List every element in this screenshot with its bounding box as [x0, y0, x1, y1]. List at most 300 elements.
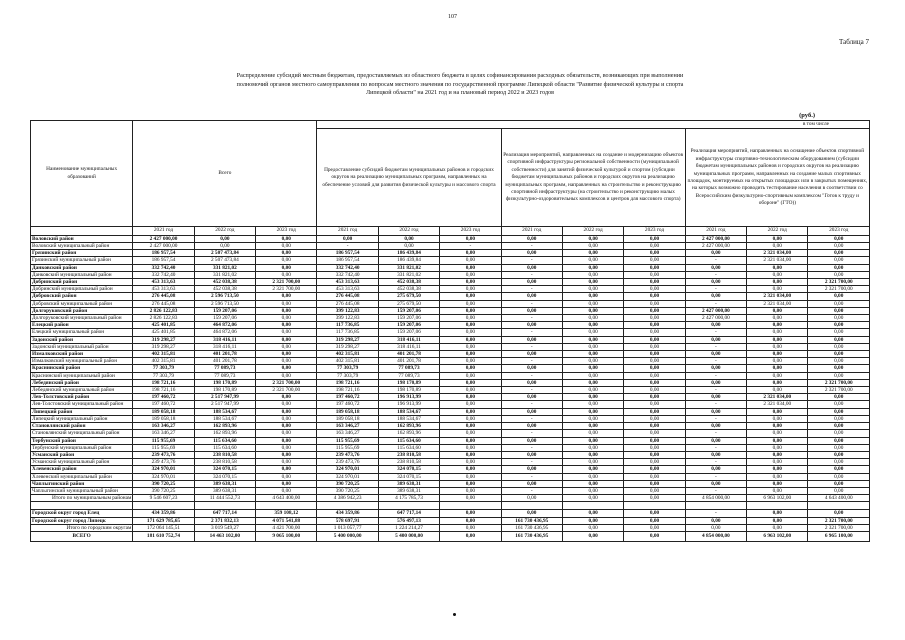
- value-cell: 0,00: [685, 524, 746, 531]
- value-cell: 77 303,79: [133, 365, 194, 372]
- value-cell: 186 957,54: [133, 250, 194, 257]
- value-cell: 0,00: [562, 243, 623, 250]
- value-cell: 4 854 000,00: [685, 495, 746, 502]
- value-cell: 434 359,86: [317, 510, 378, 517]
- value-cell: 0,00: [562, 459, 623, 466]
- value-cell: 0,00: [440, 365, 501, 372]
- value-cell: -: [685, 415, 746, 422]
- value-cell: 0,00: [624, 408, 685, 415]
- value-cell: 0,00: [501, 379, 562, 386]
- year-header-cell: 2023 год: [256, 227, 317, 235]
- value-cell: 0,00: [256, 451, 317, 458]
- value-cell: -: [685, 510, 746, 517]
- value-cell: [194, 502, 255, 510]
- value-cell: 0,00: [747, 329, 808, 336]
- value-cell: 0,00: [808, 243, 870, 250]
- year-header-cell: 2021 год: [685, 227, 746, 235]
- value-cell: 452 038,38: [378, 286, 439, 293]
- value-cell: 4 643 400,00: [808, 495, 870, 502]
- value-cell: 189 058,18: [317, 415, 378, 422]
- value-cell: -: [685, 444, 746, 451]
- municipal-row: [31, 343, 870, 350]
- value-cell: 452 038,38: [194, 279, 255, 286]
- value-cell: 115 955,69: [317, 437, 378, 444]
- value-cell: 0,00: [562, 279, 623, 286]
- value-cell: 0,00: [562, 329, 623, 336]
- row-name: Чаплыгинский район: [31, 480, 133, 487]
- value-cell: 0,00: [624, 379, 685, 386]
- value-cell: 453 313,63: [317, 286, 378, 293]
- value-cell: 0,00: [624, 315, 685, 322]
- value-cell: 77 303,79: [133, 372, 194, 379]
- value-cell: 0,00: [624, 394, 685, 401]
- value-cell: 0,00: [256, 271, 317, 278]
- value-cell: 163 346,27: [317, 423, 378, 430]
- value-cell: 0,00: [256, 437, 317, 444]
- row-name: Лев-Толстовский муниципальный район: [31, 401, 133, 408]
- value-cell: 0,00: [256, 358, 317, 365]
- value-cell: 0,00: [808, 329, 870, 336]
- value-cell: 324 970,01: [317, 473, 378, 480]
- value-cell: 0,00: [747, 415, 808, 422]
- value-cell: 0,00: [624, 264, 685, 271]
- value-cell: 0,00: [440, 271, 501, 278]
- value-cell: 0,00: [562, 379, 623, 386]
- value-cell: 162 893,96: [194, 423, 255, 430]
- value-cell: 0,00: [624, 293, 685, 300]
- value-cell: 425 401,85: [133, 322, 194, 329]
- value-cell: [808, 502, 870, 510]
- value-cell: 0,00: [256, 336, 317, 343]
- value-cell: 0,00: [808, 358, 870, 365]
- value-cell: 0,00: [440, 286, 501, 293]
- value-cell: 0,00: [624, 235, 685, 242]
- district-row: [31, 451, 870, 458]
- value-cell: 0,00: [747, 372, 808, 379]
- value-cell: 0,00: [440, 293, 501, 300]
- value-cell: 0,00: [562, 510, 623, 517]
- value-cell: 0,00: [808, 250, 870, 257]
- value-cell: 0,00: [256, 466, 317, 473]
- value-cell: 319 298,27: [133, 343, 194, 350]
- value-cell: -: [685, 401, 746, 408]
- value-cell: 324 070,15: [194, 473, 255, 480]
- value-cell: 0,00: [808, 365, 870, 372]
- value-cell: 0,00: [808, 307, 870, 314]
- value-cell: 401 201,78: [194, 351, 255, 358]
- value-cell: 239 473,76: [133, 459, 194, 466]
- district-row: [31, 264, 870, 271]
- district-row: [31, 336, 870, 343]
- value-cell: 390 720,25: [133, 480, 194, 487]
- value-cell: 389 638,31: [194, 480, 255, 487]
- value-cell: 238 810,58: [194, 459, 255, 466]
- value-cell: 0,00: [624, 286, 685, 293]
- value-cell: 0,00: [808, 394, 870, 401]
- value-cell: 238 810,58: [378, 459, 439, 466]
- value-cell: 0,00: [562, 423, 623, 430]
- value-cell: 2 321 034,00: [747, 293, 808, 300]
- value-cell: 399 122,83: [317, 315, 378, 322]
- value-cell: 0,00: [624, 401, 685, 408]
- value-cell: 9 065 100,00: [256, 531, 317, 541]
- value-cell: 0,00: [562, 430, 623, 437]
- value-cell: 0,00: [501, 423, 562, 430]
- value-cell: -: [501, 444, 562, 451]
- value-cell: 4 421 700,00: [256, 524, 317, 531]
- value-cell: 0,00: [501, 336, 562, 343]
- value-cell: 2 321 700,00: [256, 286, 317, 293]
- value-cell: 576 497,13: [378, 517, 439, 524]
- value-cell: 188 534,67: [378, 415, 439, 422]
- value-cell: 0,00: [562, 444, 623, 451]
- value-cell: 0,00: [747, 466, 808, 473]
- municipal-row: [31, 300, 870, 307]
- value-cell: 0,00: [317, 235, 378, 242]
- value-cell: 0,00: [440, 444, 501, 451]
- value-cell: 453 313,63: [133, 279, 194, 286]
- value-cell: 0,00: [256, 243, 317, 250]
- value-cell: 0,00: [256, 430, 317, 437]
- year-header-cell: 2023 год: [808, 227, 870, 235]
- value-cell: -: [317, 243, 378, 250]
- district-row: [31, 365, 870, 372]
- value-cell: 324 070,15: [378, 473, 439, 480]
- value-cell: 0,00: [440, 466, 501, 473]
- value-cell: 0,00: [747, 343, 808, 350]
- value-cell: 0,00: [747, 271, 808, 278]
- value-cell: 0,00: [378, 235, 439, 242]
- row-name: ВСЕГО: [31, 531, 133, 541]
- value-cell: 0,00: [624, 387, 685, 394]
- value-cell: 0,00: [624, 524, 685, 531]
- value-cell: 0,00: [624, 480, 685, 487]
- value-cell: 0,00: [808, 444, 870, 451]
- value-cell: 0,00: [624, 279, 685, 286]
- row-name: Добровский район: [31, 293, 133, 300]
- district-row: [31, 480, 870, 487]
- municipal-row: [31, 401, 870, 408]
- value-cell: [747, 502, 808, 510]
- district-row: [31, 437, 870, 444]
- value-cell: 188 534,67: [194, 415, 255, 422]
- value-cell: 0,00: [562, 387, 623, 394]
- value-cell: 0,00: [624, 487, 685, 494]
- value-cell: 0,00: [501, 408, 562, 415]
- value-cell: -: [501, 300, 562, 307]
- value-cell: 324 070,15: [194, 466, 255, 473]
- value-cell: 332 742,40: [133, 264, 194, 271]
- municipal-row: [31, 430, 870, 437]
- value-cell: 0,00: [256, 408, 317, 415]
- value-cell: 276 445,08: [133, 293, 194, 300]
- row-name: Городской округ город Елец: [31, 510, 133, 517]
- value-cell: 0,00: [440, 487, 501, 494]
- value-cell: 162 893,96: [378, 430, 439, 437]
- value-cell: 198 170,89: [194, 379, 255, 386]
- value-cell: 115 955,69: [317, 444, 378, 451]
- value-cell: 198 170,89: [378, 379, 439, 386]
- value-cell: 0,00: [808, 343, 870, 350]
- value-cell: 0,00: [747, 510, 808, 517]
- row-name: [31, 502, 133, 510]
- spacer-row: [31, 502, 870, 510]
- value-cell: 171 629 785,65: [133, 517, 194, 524]
- value-cell: 0,00: [747, 517, 808, 524]
- value-cell: 186 439,84: [378, 250, 439, 257]
- value-cell: 161 730 436,95: [501, 531, 562, 541]
- value-cell: 115 955,69: [133, 437, 194, 444]
- value-cell: 2 321 034,00: [747, 250, 808, 257]
- district-row: [31, 235, 870, 242]
- value-cell: 5 400 000,00: [317, 531, 378, 541]
- value-cell: 0,00: [440, 343, 501, 350]
- value-cell: 0,00: [747, 430, 808, 437]
- value-cell: 0,00: [685, 379, 746, 386]
- value-cell: -: [501, 257, 562, 264]
- value-cell: 0,00: [808, 257, 870, 264]
- value-cell: -: [685, 257, 746, 264]
- value-cell: 0,00: [747, 286, 808, 293]
- value-cell: 331 821,02: [194, 271, 255, 278]
- year-header-spacer: [31, 227, 133, 235]
- value-cell: 0,00: [808, 415, 870, 422]
- value-cell: 2 371 832,13: [194, 517, 255, 524]
- value-cell: 452 038,38: [194, 286, 255, 293]
- value-cell: 0,00: [747, 408, 808, 415]
- row-name: Данковский район: [31, 264, 133, 271]
- value-cell: 1 224 214,27: [378, 524, 439, 531]
- value-cell: 186 957,54: [317, 257, 378, 264]
- row-name: Добринский муниципальный район: [31, 286, 133, 293]
- value-cell: 324 970,01: [317, 466, 378, 473]
- value-cell: 0,00: [685, 351, 746, 358]
- row-name: Измалковский муниципальный район: [31, 358, 133, 365]
- value-cell: [440, 502, 501, 510]
- value-cell: 318 416,11: [194, 336, 255, 343]
- value-cell: 197 460,72: [317, 394, 378, 401]
- municipal-row: [31, 459, 870, 466]
- value-cell: 0,00: [440, 510, 501, 517]
- district-row: [31, 293, 870, 300]
- value-cell: 0,00: [624, 336, 685, 343]
- subtotal-row: [31, 524, 870, 531]
- value-cell: 0,00: [624, 300, 685, 307]
- value-cell: 159 207,06: [378, 322, 439, 329]
- value-cell: 0,00: [256, 459, 317, 466]
- row-name: Становлянский муниципальный район: [31, 430, 133, 437]
- page-number: 107: [448, 14, 457, 20]
- value-cell: 198 721,16: [133, 387, 194, 394]
- value-cell: 0,00: [440, 437, 501, 444]
- header-group-municipal-programs: Предоставление субсидий бюджетам муниципальных районов и городских округов на реализацию муниципальных программ, направленных на обеспечение условий для развития физической культуры и массового спорта: [317, 129, 501, 227]
- value-cell: [378, 502, 439, 510]
- value-cell: 11 444 552,73: [194, 495, 255, 502]
- value-cell: 4 175 785,73: [378, 495, 439, 502]
- value-cell: 0,00: [440, 322, 501, 329]
- value-cell: 0,00: [562, 401, 623, 408]
- value-cell: 402 315,81: [133, 351, 194, 358]
- value-cell: 0,00: [256, 235, 317, 242]
- value-cell: 0,00: [440, 473, 501, 480]
- value-cell: 0,00: [256, 423, 317, 430]
- value-cell: 0,00: [501, 365, 562, 372]
- value-cell: 359 108,12: [256, 510, 317, 517]
- heading-line: Липецкой области" на 2021 год и на плановый период 2022 и 2023 годов: [365, 90, 555, 97]
- value-cell: 0,00: [562, 322, 623, 329]
- value-cell: -: [501, 243, 562, 250]
- table-label: Таблица 7: [839, 38, 869, 46]
- value-cell: 197 460,72: [317, 401, 378, 408]
- value-cell: 0,00: [747, 423, 808, 430]
- value-cell: 331 821,02: [378, 271, 439, 278]
- value-cell: 0,00: [501, 235, 562, 242]
- district-row: [31, 307, 870, 314]
- value-cell: 0,00: [747, 480, 808, 487]
- value-cell: 0,00: [747, 264, 808, 271]
- value-cell: 0,00: [747, 365, 808, 372]
- value-cell: 0,00: [440, 524, 501, 531]
- value-cell: 0,00: [562, 351, 623, 358]
- value-cell: 0,00: [501, 394, 562, 401]
- value-cell: 0,00: [808, 451, 870, 458]
- value-cell: 4 071 541,88: [256, 517, 317, 524]
- value-cell: 331 821,02: [378, 264, 439, 271]
- value-cell: 2 321 700,00: [808, 379, 870, 386]
- district-row: [31, 394, 870, 401]
- value-cell: 401 201,78: [378, 351, 439, 358]
- value-cell: 0,00: [624, 430, 685, 437]
- row-name: Краснинский район: [31, 365, 133, 372]
- value-cell: 0,00: [685, 293, 746, 300]
- value-cell: 0,00: [256, 343, 317, 350]
- value-cell: 0,00: [440, 401, 501, 408]
- value-cell: 189 058,18: [133, 415, 194, 422]
- value-cell: 2 321 700,00: [808, 524, 870, 531]
- value-cell: 0,00: [685, 394, 746, 401]
- year-header-cell: 2021 год: [501, 227, 562, 235]
- row-name: Долгоруковский муниципальный район: [31, 315, 133, 322]
- value-cell: 0,00: [256, 250, 317, 257]
- unit-label: (руб.): [799, 112, 815, 119]
- value-cell: 117 736,85: [317, 322, 378, 329]
- value-cell: -: [501, 358, 562, 365]
- value-cell: 0,00: [624, 459, 685, 466]
- value-cell: 0,00: [562, 300, 623, 307]
- value-cell: 389 638,31: [194, 487, 255, 494]
- value-cell: 0,00: [562, 271, 623, 278]
- value-cell: 0,00: [685, 336, 746, 343]
- value-cell: 0,00: [747, 379, 808, 386]
- value-cell: 0,00: [562, 415, 623, 422]
- value-cell: 0,00: [624, 372, 685, 379]
- value-cell: 238 810,58: [194, 451, 255, 458]
- value-cell: 318 416,11: [194, 343, 255, 350]
- value-cell: 647 717,14: [194, 510, 255, 517]
- value-cell: 4 643 400,00: [256, 495, 317, 502]
- row-name: Хлевенский район: [31, 466, 133, 473]
- value-cell: 159 207,06: [194, 315, 255, 322]
- value-cell: 162 893,96: [194, 430, 255, 437]
- value-cell: [562, 502, 623, 510]
- row-name: Чаплыгинский муниципальный район: [31, 487, 133, 494]
- municipal-row: [31, 243, 870, 250]
- value-cell: 0,00: [440, 264, 501, 271]
- value-cell: 198 721,16: [133, 379, 194, 386]
- municipal-row: [31, 415, 870, 422]
- value-cell: 2 507 473,84: [194, 250, 255, 257]
- value-cell: -: [685, 430, 746, 437]
- value-cell: 0,00: [440, 315, 501, 322]
- value-cell: 0,00: [501, 510, 562, 517]
- value-cell: 0,00: [562, 250, 623, 257]
- municipal-row: [31, 329, 870, 336]
- row-name: Долгоруковский район: [31, 307, 133, 314]
- value-cell: -: [685, 387, 746, 394]
- value-cell: 332 742,40: [317, 271, 378, 278]
- year-header-cell: 2022 год: [194, 227, 255, 235]
- value-cell: 2 596 713,50: [194, 293, 255, 300]
- value-cell: 464 872,06: [194, 322, 255, 329]
- value-cell: 186 439,84: [378, 257, 439, 264]
- subsidy-table: [30, 120, 870, 542]
- value-cell: 0,00: [562, 235, 623, 242]
- year-header-cell: 2023 год: [624, 227, 685, 235]
- value-cell: 0,00: [562, 473, 623, 480]
- value-cell: -: [501, 372, 562, 379]
- value-cell: 0,00: [440, 257, 501, 264]
- value-cell: 0,00: [501, 250, 562, 257]
- value-cell: 163 346,27: [133, 430, 194, 437]
- row-name: Городской округ город Липецк: [31, 517, 133, 524]
- value-cell: 0,00: [808, 235, 870, 242]
- header-group-sports-equipment: Реализация мероприятий, направленных на оснащение объектов спортивной инфраструктуры спортивно-технологическим оборудованием (субсидии бюджетам муниципальных районов и городских округов на реализацию муниципальных программ, направленных на создание малых спортивных площадок, монтируемых на открытых площадках или в закрытых помещениях, на которых возможно проводить тестирование населения в соответствии со Всероссийским физкультурно-спортивным комплексом "Готов к труду и обороне" (ГТО)): [685, 129, 869, 227]
- year-header-cell: 2021 год: [317, 227, 378, 235]
- value-cell: 0,00: [562, 517, 623, 524]
- value-cell: 0,00: [256, 415, 317, 422]
- header-name: Наименование муниципальных образований: [31, 121, 133, 227]
- value-cell: 0,00: [808, 401, 870, 408]
- value-cell: 0,00: [624, 466, 685, 473]
- value-cell: -: [685, 473, 746, 480]
- district-row: [31, 279, 870, 286]
- value-cell: [501, 502, 562, 510]
- value-cell: 0,00: [747, 351, 808, 358]
- value-cell: 189 058,18: [133, 408, 194, 415]
- value-cell: 0,00: [685, 408, 746, 415]
- value-cell: 198 721,16: [317, 379, 378, 386]
- value-cell: 0,00: [624, 451, 685, 458]
- stray-mark: [453, 613, 456, 616]
- value-cell: 77 089,73: [194, 365, 255, 372]
- row-name: Тербунский муниципальный район: [31, 444, 133, 451]
- value-cell: 198 721,16: [317, 387, 378, 394]
- value-cell: 0,00: [562, 524, 623, 531]
- value-cell: 464 872,06: [194, 329, 255, 336]
- value-cell: 0,00: [256, 257, 317, 264]
- value-cell: -: [501, 401, 562, 408]
- value-cell: 2 517 947,99: [194, 401, 255, 408]
- value-cell: 2 321 700,00: [808, 279, 870, 286]
- value-cell: 115 634,60: [194, 444, 255, 451]
- value-cell: 0,00: [747, 524, 808, 531]
- value-cell: -: [685, 358, 746, 365]
- value-cell: 2 321 700,00: [808, 286, 870, 293]
- row-name: Задонский район: [31, 336, 133, 343]
- district-row: [31, 351, 870, 358]
- value-cell: -: [685, 459, 746, 466]
- row-name: Измалковский район: [31, 351, 133, 358]
